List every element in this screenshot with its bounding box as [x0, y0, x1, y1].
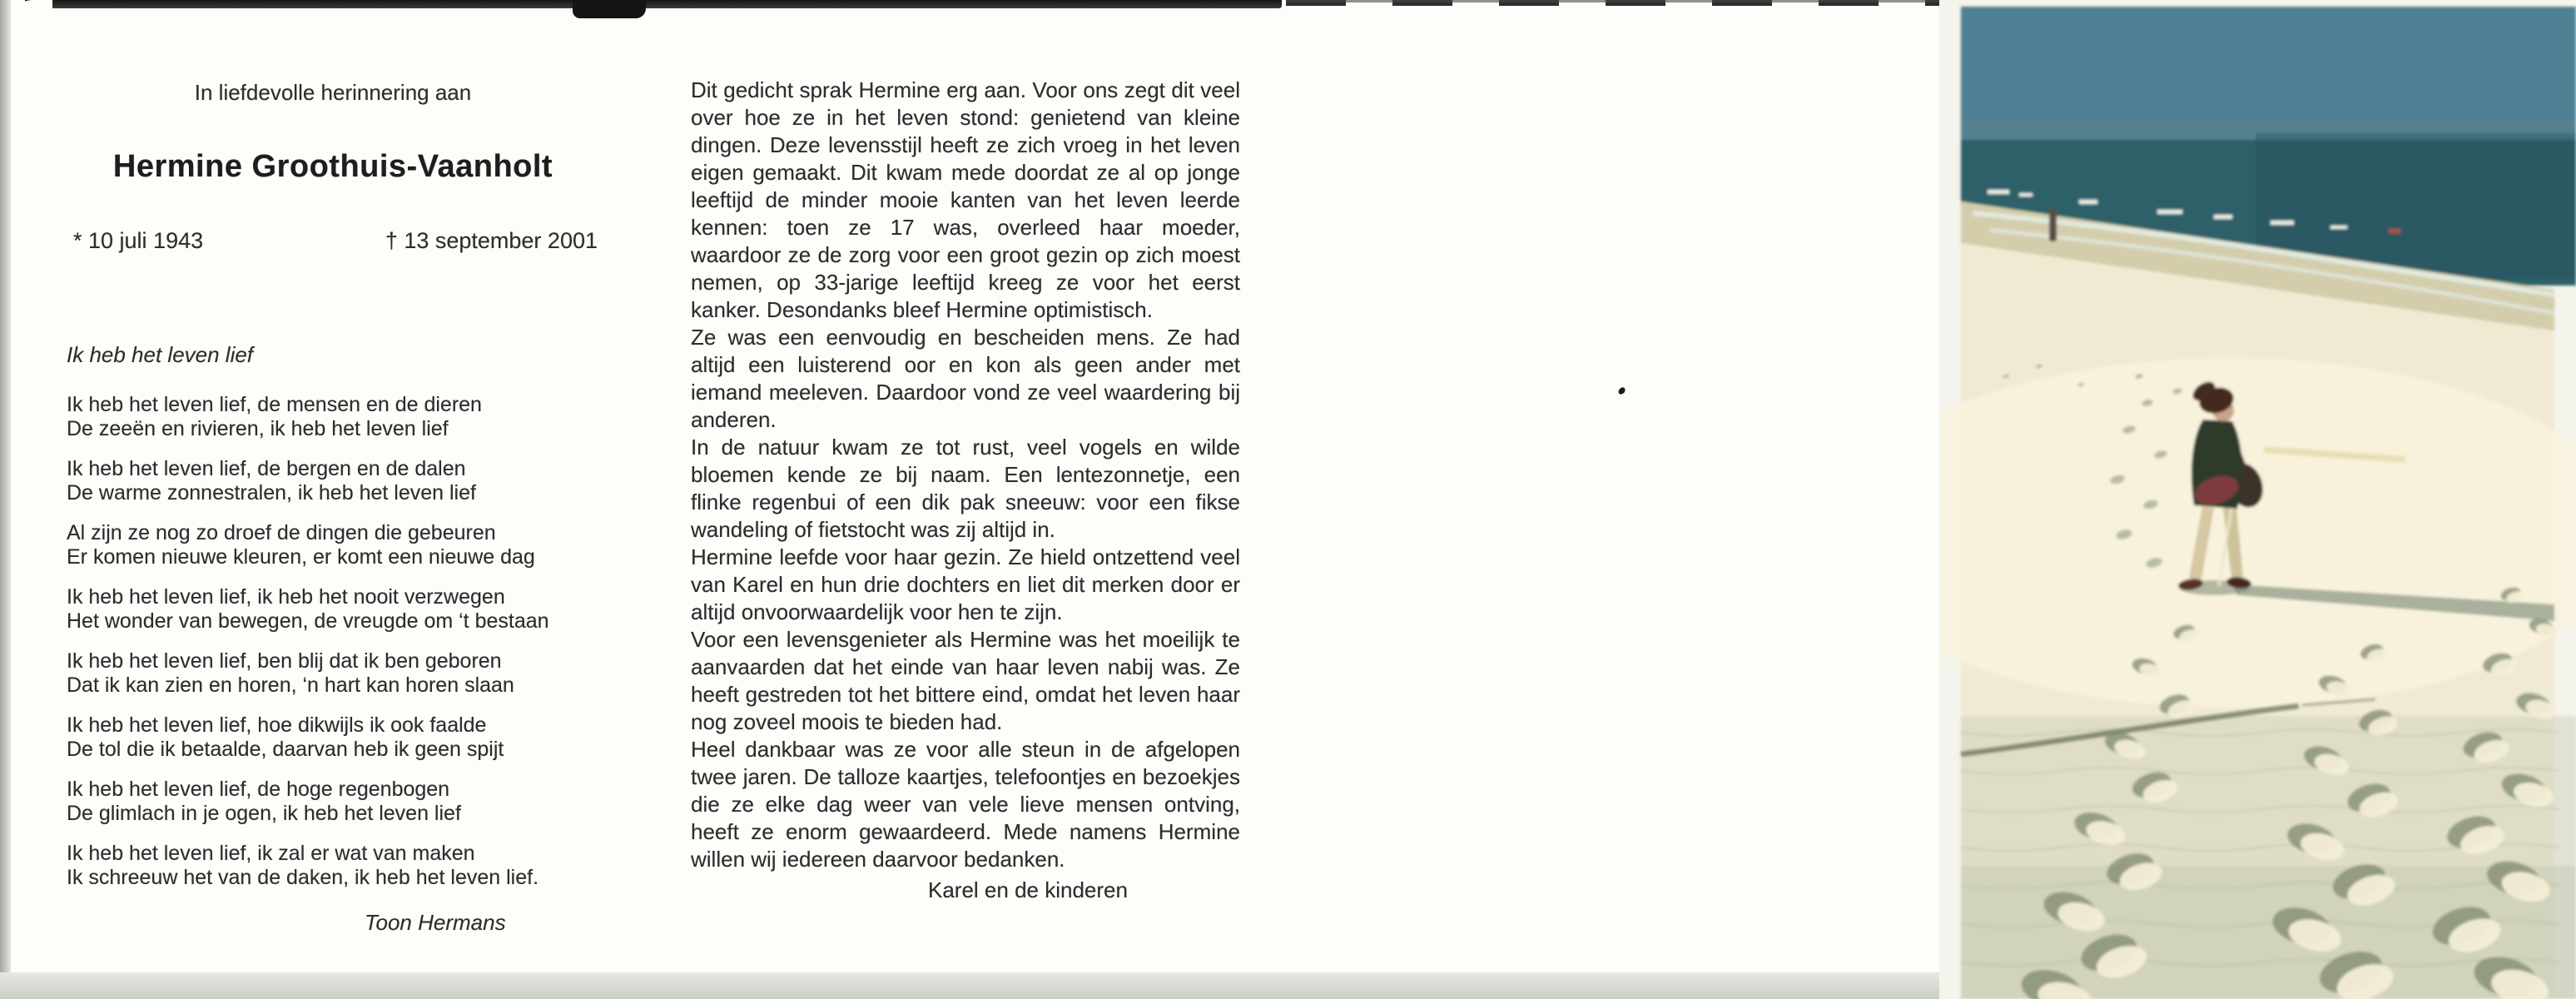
beach-photo	[1939, 0, 2576, 999]
poem-stanza	[67, 713, 599, 762]
eulogy-paragraph: Voor een levensgenieter als Hermine was het moeilijk te aanvaarden dat het einde van haar leven nabij was. Ze heeft gestreden tot het bittere eind, omdat het leven haar nog zoveel moois te bieden had.	[691, 627, 1240, 734]
poem-line: Ik heb het leven lief, de bergen en de dalen	[67, 457, 466, 480]
poem-line: Ik heb het leven lief, de hoge regenbogen	[67, 778, 450, 801]
poem-line: De zeeën en rivieren, ik heb het leven lief	[67, 417, 449, 440]
eulogy-paragraph: Heel dankbaar was ze voor alle steun in de afgelopen twee jaren. De talloze kaartjes, telefoontjes en bezoekjes die ze elke dag weer van vele lieve mensen ontving, heeft ze enorm gewaardeerd. Mede namens Hermine willen wij iedereen daarvoor bedanken.	[691, 737, 1240, 872]
poem-author: Toon Hermans	[365, 910, 506, 935]
eulogy-paragraph: Hermine leefde voor haar gezin. Ze hield ontzettend veel van Karel en hun drie dochters en liet dit merken door er altijd onvoorwaardelijk voor hen te zijn.	[691, 544, 1240, 624]
card-corner	[11, 0, 52, 22]
poem-stanza	[67, 393, 599, 441]
poem-line: Ik heb het leven lief, ik zal er wat van maken	[67, 842, 475, 865]
photo-content	[1939, 7, 2576, 999]
poem-line: Ik heb het leven lief, ben blij dat ik ben geboren	[67, 649, 502, 673]
poem-line: Al zijn ze nog zo droef de dingen die gebeuren	[67, 521, 496, 544]
beach-pole	[2049, 208, 2057, 241]
poem-body	[67, 393, 599, 890]
memorial-line: In liefdevolle herinnering aan	[194, 80, 472, 105]
poem-stanza	[67, 457, 599, 505]
deceased-name: Hermine Groothuis-Vaanholt	[112, 149, 553, 184]
birth-date: * 10 juli 1943	[73, 228, 204, 253]
scan-speck	[1617, 386, 1626, 395]
life-dates	[67, 228, 598, 254]
poem-stanza	[67, 842, 599, 890]
poem-line: De glimlach in je ogen, ik heb het leven lief	[67, 802, 461, 825]
eulogy-signature: Karel en de kinderen	[928, 877, 1128, 902]
poem-title: Ik heb het leven lief	[67, 342, 254, 367]
poem-stanza	[67, 778, 599, 826]
poem-line: De warme zonnestralen, ik heb het leven lief	[67, 481, 476, 504]
sand-highlight	[1939, 358, 2576, 708]
eulogy-paragraph: Dit gedicht sprak Hermine erg aan. Voor ons zegt dit veel over hoe ze in het leven stond: genietend van kleine dingen. Deze levensstijl heeft ze zich vroeg in het leven eigen gemaakt. Dit kwam mede doordat ze al op jonge leeftijd de minder mooie kanten van het leven leerde kennen: toen ze 17 was, overleed haar moeder, waardoor ze de zorg voor een groot gezin op zich moest nemen, op 33-jarige leeftijd kreeg ze voor het eerst kanker. Desondanks bleef Hermine optimistisch.	[691, 77, 1240, 322]
poem-line: Ik heb het leven lief, ik heb het nooit verzwegen	[67, 585, 505, 609]
left-panel	[67, 0, 599, 936]
middle-panel	[691, 77, 1240, 904]
poem-line: Ik heb het leven lief, de mensen en de dieren	[67, 393, 482, 416]
poem	[67, 342, 599, 936]
poem-line: Er komen nieuwe kleuren, er komt een nieuwe dag	[67, 545, 535, 569]
poem-line: Ik schreeuw het van de daken, ik heb het leven lief.	[67, 866, 539, 889]
poem-line: Ik heb het leven lief, hoe dikwijls ik ook faalde	[67, 713, 487, 737]
poem-stanza	[67, 521, 599, 569]
eulogy-paragraph: In de natuur kwam ze tot rust, veel vogels en wilde bloemen kende ze bij naam. Een lentezonnetje, een flinke regenbui of een dik pak sneeuw: voor een fikse wandeling of fietstocht was zij altijd in.	[691, 435, 1240, 542]
death-date: † 13 september 2001	[385, 228, 598, 253]
eulogy-paragraph: Ze was een eenvoudig en bescheiden mens. Ze had altijd een luisterend oor en kon als geen ander met iemand meeleven. Daardoor vond ze veel waardering bij anderen.	[691, 325, 1240, 432]
poem-stanza	[67, 649, 599, 698]
poem-line: Het wonder van bewegen, de vreugde om ‘t bestaan	[67, 609, 549, 633]
scan-edge-top-line	[1286, 0, 1942, 2]
scan-edge-left	[0, 0, 11, 999]
poem-stanza	[67, 585, 599, 634]
poem-line: De tol die ik betaalde, daarvan heb ik geen spijt	[67, 738, 504, 761]
sky-top	[1961, 7, 2576, 119]
poem-line: Dat ik kan zien en horen, ‘n hart kan horen slaan	[67, 673, 514, 697]
